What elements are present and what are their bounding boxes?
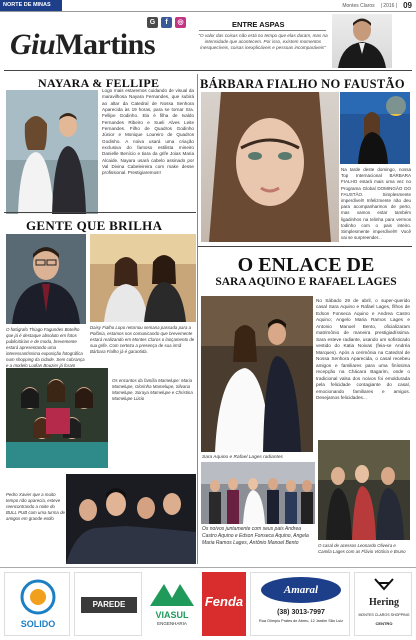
friends-photo <box>318 440 410 540</box>
enlace-title: O ENLACE DE <box>237 254 375 276</box>
mamelupe-photo <box>6 368 108 468</box>
ad-viasul[interactable] <box>146 572 198 636</box>
ad-hering[interactable] <box>354 572 412 636</box>
page-number: 09 <box>403 1 412 10</box>
enlace-subtitle: SARA AQUINO E RAFAEL LAGES <box>215 276 397 288</box>
ad-solido[interactable] <box>4 572 70 636</box>
ad-fenda[interactable] <box>202 572 246 636</box>
amaral-address: Rua Olímpio Prates de Abreu, 12 Jardim São Luiz <box>259 619 343 623</box>
entre-aspas-quote: "O valor das coisas não está no tempo que elas duram, mas na intensidade que acontecem. Por isso, existem momentos inesquecíveis, coisas inexplicáveis e pessoas incomparáveis" <box>198 33 328 51</box>
thiago-photo <box>6 234 86 324</box>
nayara-photo <box>6 90 98 214</box>
entre-aspas-title: ENTRE ASPAS <box>232 20 285 29</box>
entre-aspas-divider <box>199 30 326 31</box>
ads-strip <box>0 567 416 640</box>
barbara-title: BÁRBARA FIALHO NO FAUSTÃO <box>200 77 405 91</box>
logo-first: Giu <box>10 28 56 61</box>
hering-location: CENTRO <box>375 621 393 626</box>
viasul-logo-icon <box>146 580 198 610</box>
family-photo <box>201 462 315 524</box>
fenda-label: Fenda <box>204 594 244 609</box>
instagram-icon: ◎ <box>175 17 186 28</box>
amaral-phone: (38) 3013-7997 <box>277 609 325 616</box>
logo-second: Martins <box>55 28 156 61</box>
daisy-caption: Daisy Fialho Lopo retornou semana passada para a Polônia, estamos nos comunicando que brevemente estará realizando em Montes Claros o lançamento de sua grife. Com certeza a presença de sua irmã Bárbara Fialho já é garantida. <box>90 325 195 354</box>
column-divider <box>197 74 198 564</box>
ad-amaral[interactable] <box>250 572 350 636</box>
solido-label: SOLIDO <box>20 619 56 629</box>
amaral-label: Amaral <box>261 577 341 603</box>
hering-label: Hering <box>369 597 399 608</box>
viasul-sub: ENGENHARIA <box>157 621 187 626</box>
nayara-title: NAYARA & FELLIPE <box>38 76 160 90</box>
friends-caption: O casal de acessos Leonardo Oliveira e Camila Lages com as Flávio Victória e Bruno <box>318 543 406 554</box>
couple-caption: Sara Aquino e Rafael Lages radiantes <box>202 455 283 460</box>
barbara-text: Na tarde deste domingo, nossa Top Internacional BÁRBARA FIALHO estará mais uma vez no Programa Global DOMINGÃO DO FAUSTÃO. Simplesmente imperdível!! Infelizmente não deu para acompanharmos de perto, mas vamos estar também ligadinhos na telinha para vermos todinho com o pais inteiro. Simplesmente imperdível!!! Você vai se surpreender... <box>341 167 411 241</box>
parede-label: PAREDE <box>81 597 137 613</box>
thiago-caption: O fotógrafo Thiago Fagundes Botelho que já é destaque absoluto em fotos publicitárias e de moda, brevemente estará apresentando uma interessantíssima exposição fotográfica num shopping da cidade. Sem cobrança e a modelo Ludian Bouzier já foram <box>6 327 85 368</box>
header-divider <box>4 70 412 71</box>
hering-store: MONTES CLAROS SHOPPING <box>358 613 410 617</box>
hering-logo-icon <box>355 575 412 599</box>
pedro-caption: Pedro Xavier que a muito tempo não aparecia, esteve reencontrando a noite do BULL PUB com uma turma de amigos em grande estilo <box>6 492 65 521</box>
barbara-portrait <box>201 92 339 242</box>
couple-photo <box>201 296 313 452</box>
enlace-text: No Sábado 29 de abril, o super-querido casal Sara Aquino e Rafael Lages, filhos de Edson Fonseca Aquino e Andrea Castro Aquino; Angelo Maria Ramos Lages e Antonio Manoel Bento, oficializaram matrimônio de maneira prestigiadíssima. Sara esteve radiante, usando um sofisticado vestido do Katia Noivas (feia-se Andréa Marques). Após a cerimônia na Catedral de Nossa Senhora Aparecida, o casal recebeu amigos e familiares para uma finíssima recepção na Chácara Bagarim, onde o tradicional valsa dos noivos foi emoldurada pela felicidade contagiante do casal, emocionando familiares e amigos. Desejamos felicidades... <box>316 298 410 401</box>
family-caption: Os noivos juntamente com seus pais Andrea Castro Aquino e Edson Fonseca Aquino, Angela Maria Ramos Lages, Antônio Manoel Bento <box>202 526 309 546</box>
viasul-label: VIASUL <box>155 610 189 620</box>
social-icons <box>147 17 186 28</box>
gente-title: GENTE QUE BRILHA <box>26 218 163 233</box>
header-meta <box>342 1 412 10</box>
columnist-photo <box>332 14 392 68</box>
edition-label: Montes Claros <box>342 2 375 9</box>
ad-parede[interactable] <box>74 572 142 636</box>
nayara-text: Logo mais estaremos cuidando de visual da maravilhosa Nayara Fernandes, que subirá ao altar da Catedral de Nossa Senhora Aparecida às 19 horas, para se tornar Sra. Fellipe Godinho. Ela é filha de Ivaldo Fernandes Ribeiro e Sueli Alves Leite Fernandes. Filho de Quadros Godinho Júnior e Monique Loureiro de Quadros Godinho. A noiva usará uma criação exclusiva do famoso estilista mineiro Danielle Benício e tiara da grife Joias Maria Alcaide. Nayara usará cabelo assinado por Val Divina Cabeleireira com make desse profissional. Prestigiaremos!! <box>102 88 194 176</box>
date-label: | 2016 | <box>380 2 398 9</box>
faustao-photo <box>340 92 410 164</box>
google-icon: G <box>147 17 158 28</box>
daisy-photo <box>90 234 196 322</box>
facebook-icon: f <box>161 17 172 28</box>
page-header-bar <box>0 0 416 12</box>
gente-divider <box>4 212 196 213</box>
mamelupe-caption: Os encantos da família Mamelupe: Maria Mamelupe, Glorinha Mamelupe, Silvana Mamelupe, Soraya Mamelupe e Christina Mamelupe Lúcio <box>112 378 193 401</box>
pedro-photo <box>66 474 196 564</box>
column-logo <box>10 28 155 62</box>
section-label: NORTE DE MINAS <box>0 0 62 11</box>
enlace-divider <box>198 246 412 247</box>
